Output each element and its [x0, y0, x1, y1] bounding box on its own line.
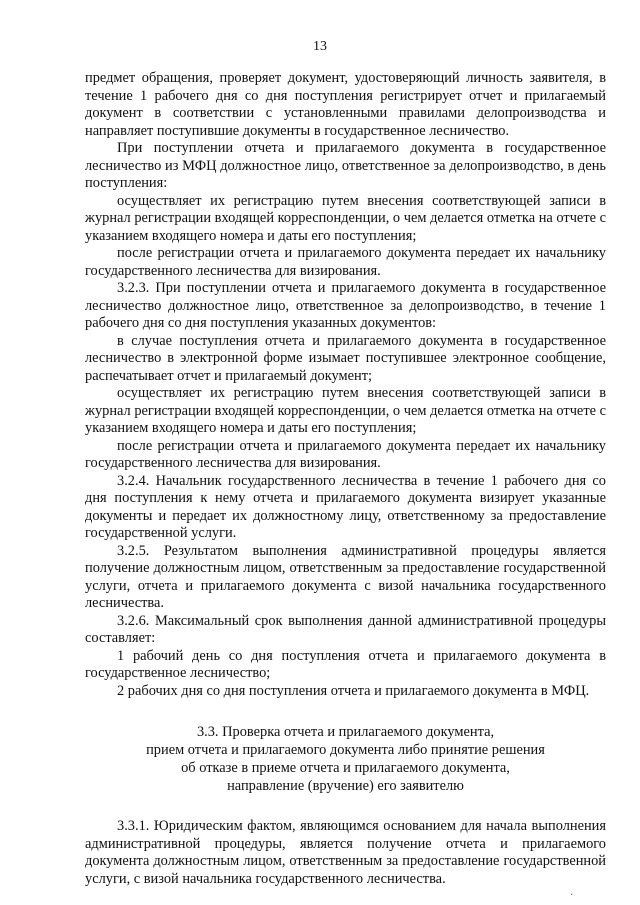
page-number: 13: [313, 39, 327, 54]
paragraph: 3.3.1. Юридическим фактом, являющимся основанием для начала выполнения административной процедуры, является получение отчета и прилагаемого документа должностным лицом, ответственным за предоставление государственной услуги, с визой начальника государственного лесничества.: [85, 818, 606, 887]
heading-line: об отказе в приеме отчета и прилагаемого документа,: [181, 760, 510, 776]
heading-line: 3.3. Проверка отчета и прилагаемого документа,: [196, 724, 495, 740]
paragraph: после регистрации отчета и прилагаемого документа передает их начальнику государственного лесничества для визирования.: [85, 245, 606, 279]
heading-line: прием отчета и прилагаемого документа либо принятие решения: [146, 742, 545, 758]
paragraph: 2 рабочих дня со дня поступления отчета и прилагаемого документа в МФЦ.: [117, 682, 590, 699]
paragraph: в случае поступления отчета и прилагаемого документа в государственное лесничество в электронной форме изымает поступившее электронное сообщение, распечатывает отчет и прилагаемый документ;: [85, 332, 606, 384]
section-3-2-text: [85, 70, 606, 700]
paragraph: после регистрации отчета и прилагаемого документа передает их начальнику государственного лесничества для визирования.: [85, 437, 606, 471]
section-3-3-text: [85, 818, 606, 888]
paragraph: 3.2.5. Результатом выполнения административной процедуры является получение должностным лицом, ответственным за предоставление государственной услуги, отчета и прилагаемого документа с визой начальника государственного лесничества.: [85, 542, 606, 611]
paragraph: При поступлении отчета и прилагаемого документа в государственное лесничество из МФЦ должностное лицо, ответственное за делопроизводство, в день поступления:: [85, 140, 606, 191]
document-body: [85, 70, 606, 888]
paragraph: осуществляет их регистрацию путем внесения соответствующей записи в журнал регистрации входящей корреспонденции, о чем делается отметка на отчете с указанием входящего номера и даты его поступления;: [85, 192, 606, 244]
scan-dot-mark: ·: [570, 890, 574, 901]
paragraph: 1 рабочий день со дня поступления отчета и прилагаемого документа в государственное лесничество;: [85, 647, 606, 681]
heading-line: направление (вручение) его заявителю: [227, 778, 464, 794]
paragraph: 3.2.6. Максимальный срок выполнения данной административной процедуры составляет:: [85, 612, 606, 646]
paragraph: 3.2.3. При поступлении отчета и прилагаемого документа в государственное лесничество должностное лицо, ответственное за делопроизводство, в течение 1 рабочего дня со дня поступления указанных документов:: [85, 280, 606, 331]
paragraph: 3.2.4. Начальник государственного лесничества в течение 1 рабочего дня со дня поступления к нему отчета и прилагаемого документа визирует указанные документы и передает их должностному лицу, ответственному за предоставление государственной услуги.: [85, 472, 606, 541]
section-3-3-heading: [85, 723, 606, 795]
paragraph: предмет обращения, проверяет документ, удостоверяющий личность заявителя, в течение 1 рабочего дня со дня поступления регистрирует отчет и прилагаемый документ в соответствии с установленными правилами делопроизводства и направляет поступившие документы в государственное лесничество.: [85, 70, 606, 139]
paragraph: осуществляет их регистрацию путем внесения соответствующей записи в журнал регистрации входящей корреспонденции, о чем делается отметка на отчете с указанием входящего номера и даты его поступления;: [85, 385, 606, 436]
